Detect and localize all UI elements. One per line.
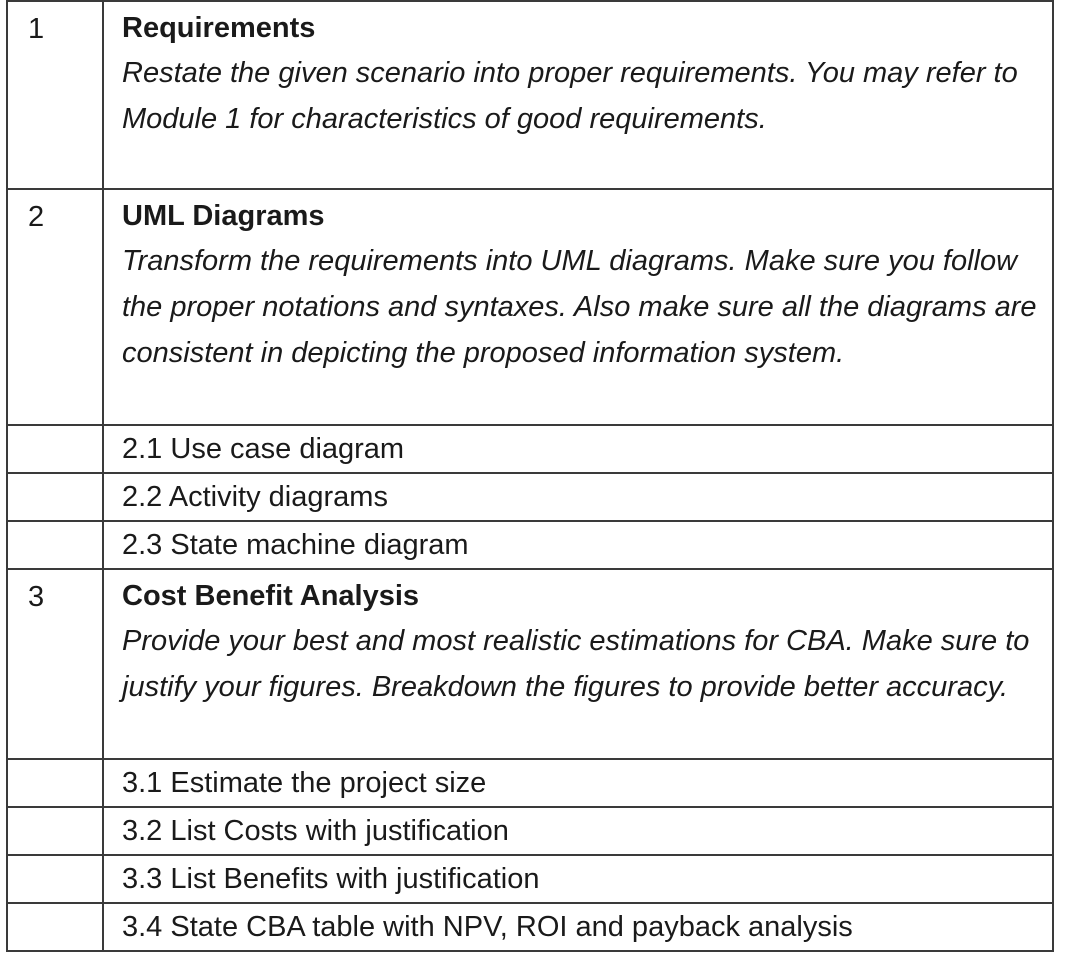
empty-number-cell	[7, 473, 103, 521]
section-content	[103, 189, 1053, 425]
empty-number-cell	[7, 759, 103, 807]
section-number: 3	[7, 569, 103, 759]
section-row-cost-benefit-analysis	[7, 569, 1053, 759]
empty-number-cell	[7, 855, 103, 903]
section-title: UML Diagrams	[122, 200, 325, 232]
section-content	[103, 1, 1053, 189]
subitem-row	[7, 807, 1053, 855]
subitem-label: 3.3 List Benefits with justification	[103, 855, 1053, 903]
subitem-label: 2.3 State machine diagram	[103, 521, 1053, 569]
subitem-label: 3.1 Estimate the project size	[103, 759, 1053, 807]
subitem-label: 2.1 Use case diagram	[103, 425, 1053, 473]
subitem-label: 3.4 State CBA table with NPV, ROI and payback analysis	[103, 903, 1053, 951]
section-content	[103, 569, 1053, 759]
empty-number-cell	[7, 903, 103, 951]
empty-number-cell	[7, 807, 103, 855]
section-description: Transform the requirements into UML diagrams. Make sure you follow the proper notations and syntaxes. Also make sure all the diagrams are consistent in depicting the proposed information system.	[122, 245, 1037, 369]
empty-number-cell	[7, 425, 103, 473]
section-number: 2	[7, 189, 103, 425]
subitem-row	[7, 759, 1053, 807]
requirements-table	[6, 0, 1054, 952]
subitem-row	[7, 903, 1053, 951]
subitem-label: 2.2 Activity diagrams	[103, 473, 1053, 521]
section-number: 1	[7, 1, 103, 189]
subitem-row	[7, 473, 1053, 521]
section-title: Cost Benefit Analysis	[122, 580, 420, 612]
section-title: Requirements	[122, 12, 316, 44]
subitem-label: 3.2 List Costs with justification	[103, 807, 1053, 855]
section-description: Provide your best and most realistic estimations for CBA. Make sure to justify your figures. Breakdown the figures to provide better accuracy.	[122, 625, 1030, 703]
subitem-row	[7, 855, 1053, 903]
section-row-uml-diagrams	[7, 189, 1053, 425]
empty-number-cell	[7, 521, 103, 569]
section-row-requirements	[7, 1, 1053, 189]
subitem-row	[7, 425, 1053, 473]
section-description: Restate the given scenario into proper requirements. You may refer to Module 1 for characteristics of good requirements.	[122, 57, 1018, 135]
subitem-row	[7, 521, 1053, 569]
